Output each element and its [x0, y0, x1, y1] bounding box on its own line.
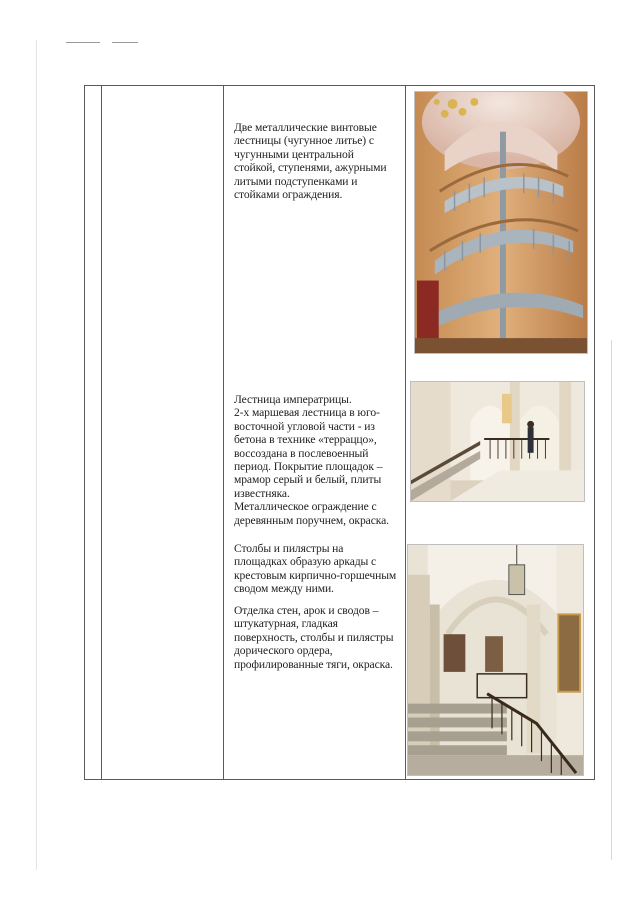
arcade-staircase-photo	[407, 544, 584, 776]
description-text: Отделка стен, арок и сводов – штукатурная, гладкая поверхность, столбы и пилястры дорического ордера, профилированные тяги, окраска.	[234, 604, 394, 671]
table-bottom-border	[84, 779, 595, 780]
table-column-border	[101, 85, 102, 780]
table-column-border	[405, 85, 406, 780]
spiral-staircase-photo	[414, 91, 588, 354]
description-text: Лестница императрицы. 2-х маршевая лестница в юго- восточной угловой части - из бетона в технике «терраццо», воссоздана в послевоенный период. Покрытие площадок – мрамор серый и белый, плиты известняка. Металлическое ограждение с деревянным поручнем, окраска.	[234, 393, 389, 527]
scan-mark	[112, 42, 138, 43]
table-column-border	[594, 85, 595, 780]
scan-mark	[66, 42, 100, 43]
two-flight-staircase-photo	[410, 381, 585, 502]
table-column-border	[84, 85, 85, 780]
description-text: Две металлические винтовые лестницы (чугунное литье) с чугунными центральной стойкой, ступенями, ажурными литыми подступенками и стойками ограждения.	[234, 121, 387, 202]
table-top-border	[84, 85, 595, 86]
scan-edge	[36, 40, 37, 870]
description-text: Столбы и пилястры на площадках образую аркады с крестовым кирпично-горшечным сводом между ними.	[234, 542, 397, 596]
scan-edge	[611, 340, 612, 860]
table-column-border	[223, 85, 224, 780]
